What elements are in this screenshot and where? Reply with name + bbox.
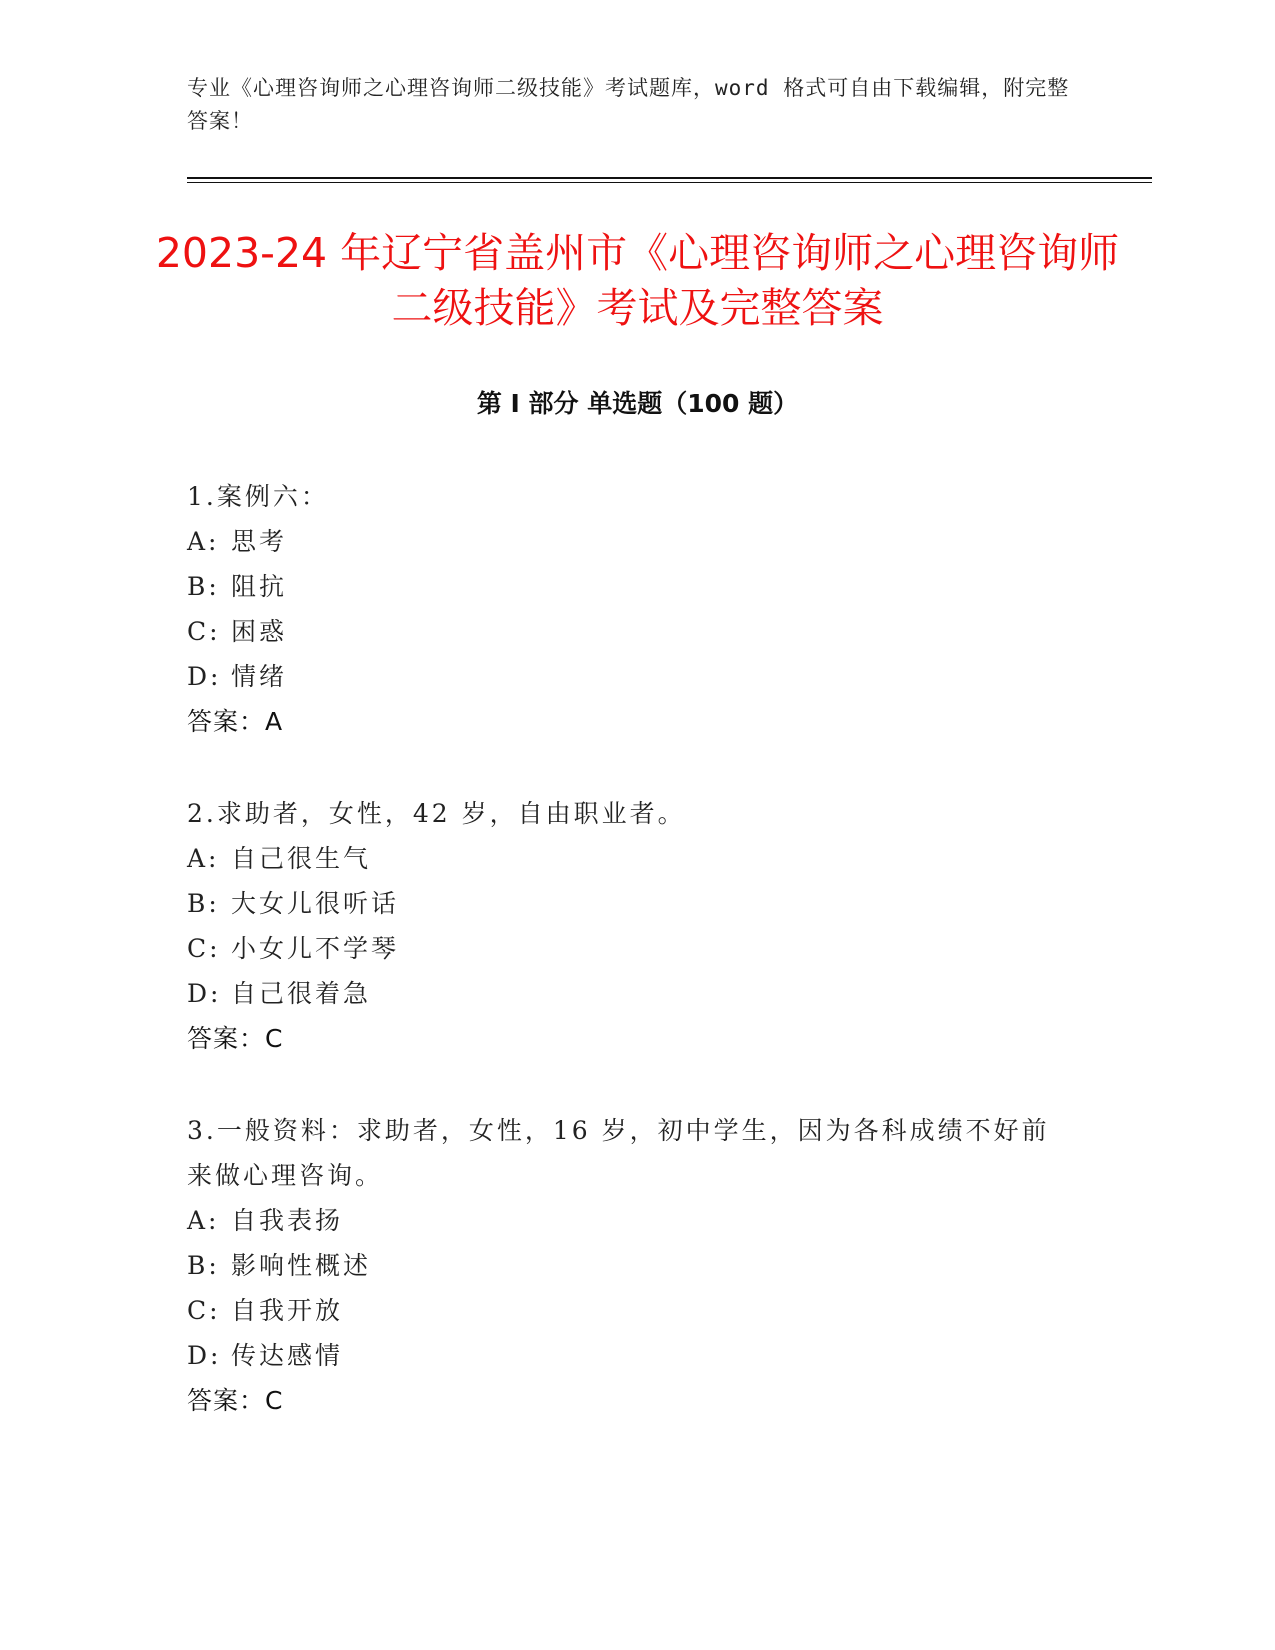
question-option [187, 1243, 1067, 1288]
option-letter: B: [187, 889, 220, 918]
question-option [187, 971, 1067, 1016]
option-text: 传达感情 [231, 1341, 344, 1370]
option-letter: D: [187, 979, 222, 1008]
question-option [187, 564, 1067, 609]
question-item [187, 474, 1067, 744]
question-option [187, 1333, 1067, 1378]
question-stem: 2.求助者，女性，42 岁，自由职业者。 [187, 799, 686, 828]
header-divider-thick [187, 177, 1152, 179]
option-text: 情绪 [231, 662, 288, 691]
question-option [187, 836, 1067, 881]
question-answer: 答案：C [187, 1024, 284, 1053]
option-letter: D: [187, 1341, 222, 1370]
option-letter: C: [187, 934, 221, 963]
header-note: 专业《心理咨询师之心理咨询师二级技能》考试题库，word 格式可自由下载编辑，附完整答案！ [187, 76, 1070, 133]
question-option [187, 654, 1067, 699]
question-item [187, 791, 1067, 1061]
option-text: 思考 [231, 527, 288, 556]
option-letter: A: [187, 527, 220, 556]
option-letter: C: [187, 1296, 221, 1325]
option-letter: A: [187, 844, 220, 873]
option-text: 自我表扬 [231, 1206, 344, 1235]
option-text: 影响性概述 [231, 1251, 372, 1280]
question-answer: 答案：A [187, 707, 284, 736]
option-text: 大女儿很听话 [231, 889, 400, 918]
question-option [187, 926, 1067, 971]
option-letter: B: [187, 1251, 220, 1280]
section-heading: 第 I 部分 单选题（100 题） [476, 389, 799, 418]
option-text: 小女儿不学琴 [231, 934, 400, 963]
question-item [187, 1108, 1067, 1423]
option-letter: A: [187, 1206, 220, 1235]
option-text: 阻抗 [231, 572, 288, 601]
header-divider-thin [187, 182, 1152, 183]
option-letter: C: [187, 617, 221, 646]
question-answer: 答案：C [187, 1386, 284, 1415]
option-text: 自己很生气 [231, 844, 372, 873]
option-letter: B: [187, 572, 220, 601]
option-text: 自己很着急 [231, 979, 372, 1008]
option-text: 困惑 [231, 617, 288, 646]
question-option [187, 881, 1067, 926]
question-stem: 1.案例六： [187, 482, 329, 511]
option-letter: D: [187, 662, 222, 691]
question-option [187, 1288, 1067, 1333]
question-stem: 3.一般资料：求助者，女性，16 岁，初中学生，因为各科成绩不好前来做心理咨询。 [187, 1116, 1050, 1190]
question-list [187, 474, 1067, 1470]
document-title: 2023-24 年辽宁省盖州市《心理咨询师之心理咨询师二级技能》考试及完整答案 [155, 229, 1120, 332]
question-option [187, 1198, 1067, 1243]
option-text: 自我开放 [231, 1296, 344, 1325]
question-option [187, 609, 1067, 654]
question-option [187, 519, 1067, 564]
